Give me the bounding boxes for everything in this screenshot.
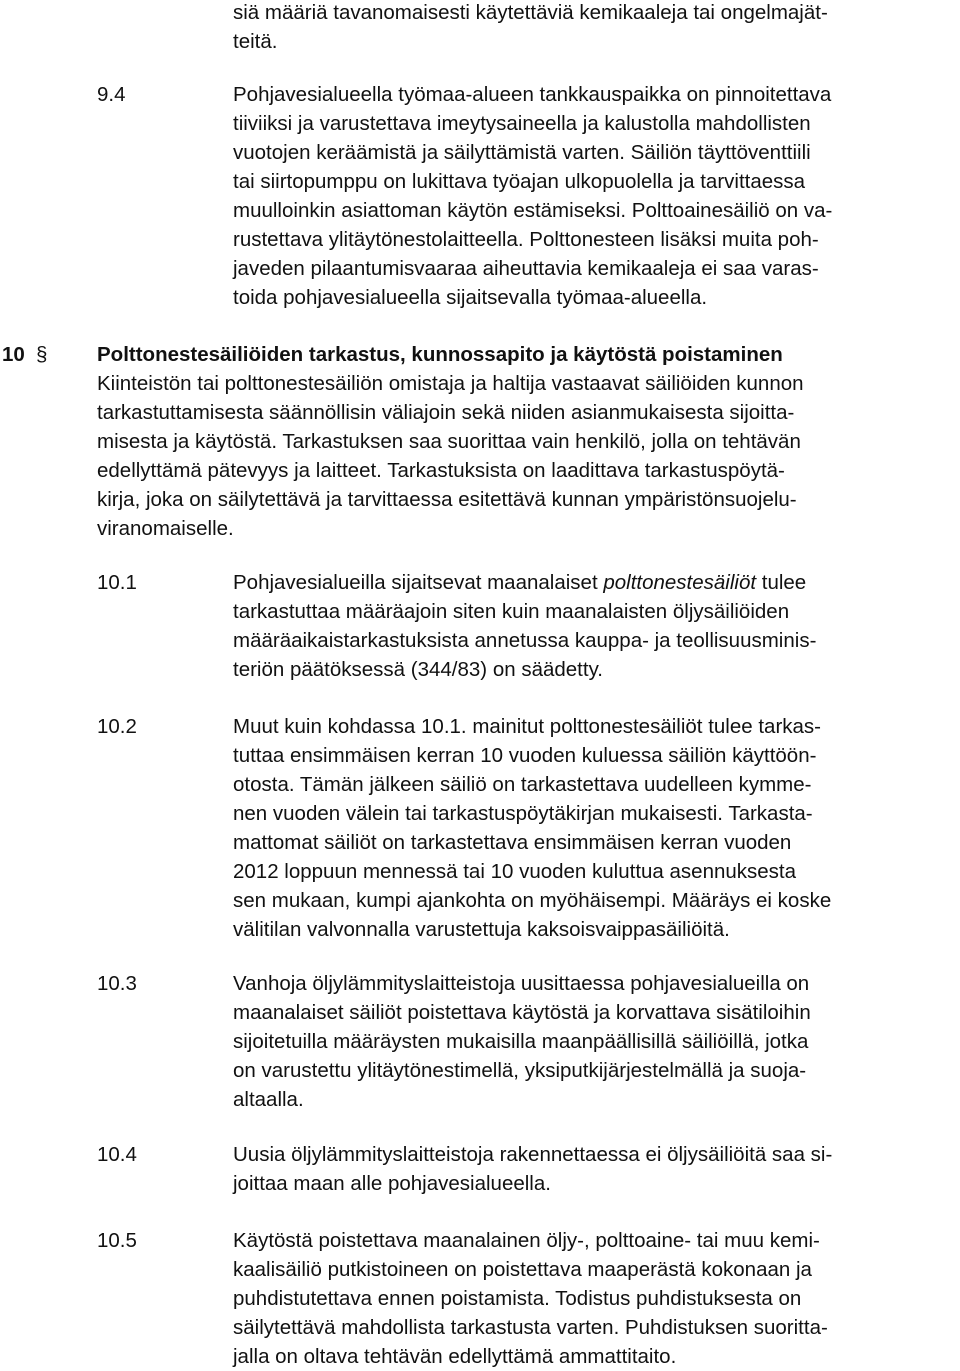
paragraph-line: nen vuoden välein tai tarkastuspöytäkirjan mukaisesti. Tarkasta-: [233, 802, 813, 825]
paragraph-line: teriön päätöksessä (344/83) on säädetty.: [233, 658, 603, 681]
item-number-10-1: 10.1: [97, 571, 137, 594]
text-run: Pohjavesialueilla sijaitsevat maanalaiset: [233, 571, 604, 594]
item-10-4-paragraph: [233, 1140, 955, 1198]
paragraph-line: edellyttämä pätevyys ja laitteet. Tarkastuksista on laadittava tarkastuspöytä-: [97, 459, 785, 482]
section-10-heading: [0, 340, 960, 369]
item-10-1-paragraph: [233, 568, 955, 684]
text-run: tulee: [756, 571, 807, 594]
section-10-paragraph: [97, 369, 957, 543]
paragraph-line: tiiviiksi ja varustettava imeytysaineella ja kalustolla mahdollisten: [233, 112, 811, 135]
paragraph-line: misesta ja käytöstä. Tarkastuksen saa suorittaa vain henkilö, jolla on tehtävän: [97, 430, 801, 453]
paragraph-line: puhdistutettava ennen poistamista. Todistus puhdistuksesta on: [233, 1287, 802, 1310]
paragraph-line: Käytöstä poistettava maanalainen öljy-, polttoaine- tai muu kemi-: [233, 1229, 820, 1252]
paragraph-line: maanalaiset säiliöt poistettava käytöstä ja korvattava sisätiloihin: [233, 1001, 811, 1024]
item-10-2-paragraph: [233, 712, 955, 944]
paragraph-line: Muut kuin kohdassa 10.1. mainitut polttonestesäiliöt tulee tarkas-: [233, 715, 821, 738]
paragraph-line: tuttaa ensimmäisen kerran 10 vuoden kuluessa säiliön käyttöön-: [233, 744, 817, 767]
paragraph-line: vuotojen keräämistä ja säilyttämistä varten. Säiliön täyttöventtiili: [233, 141, 811, 164]
paragraph-line: määräaikaistarkastuksista annetussa kauppa- ja teollisuusminis-: [233, 629, 817, 652]
item-10-5-paragraph: [233, 1226, 955, 1371]
section-number: 10: [2, 343, 25, 366]
item-number-10-4: 10.4: [97, 1143, 137, 1166]
paragraph-line: välitilan valvonnalla varustettuja kaksoisvaippasäiliöitä.: [233, 918, 730, 941]
paragraph-line: Uusia öljylämmityslaitteistoja rakennettaessa ei öljysäiliöitä saa si-: [233, 1143, 833, 1166]
paragraph-line: säilytettävä mahdollista tarkastusta varten. Puhdistuksen suoritta-: [233, 1316, 828, 1339]
section-title: Polttonestesäiliöiden tarkastus, kunnossapito ja käytöstä poistaminen: [97, 343, 783, 366]
item-number-10-2: 10.2: [97, 715, 137, 738]
paragraph-line: sijoitetuilla määräysten mukaisilla maanpäällisillä säiliöillä, jotka: [233, 1030, 809, 1053]
paragraph-line: Vanhoja öljylämmityslaitteistoja uusittaessa pohjavesialueilla on: [233, 972, 810, 995]
item-number-10-3: 10.3: [97, 972, 137, 995]
paragraph-line: mattomat säiliöt on tarkastettava ensimmäisen kerran vuoden: [233, 831, 792, 854]
section-symbol: §: [36, 343, 48, 366]
paragraph-line: toida pohjavesialueella sijaitsevalla työmaa-alueella.: [233, 286, 708, 309]
paragraph-line: joittaa maan alle pohjavesialueella.: [233, 1172, 551, 1195]
paragraph-line: sen mukaan, kumpi ajankohta on myöhäisempi. Määräys ei koske: [233, 889, 832, 912]
paragraph-line: Kiinteistön tai polttonestesäiliön omistaja ja haltija vastaavat säiliöiden kunnon: [97, 372, 804, 395]
paragraph-line: tai siirtopumppu on lukittava työajan ulkopuolella ja tarvittaessa: [233, 170, 806, 193]
paragraph-line: siä määriä tavanomaisesti käytettäviä kemikaaleja tai ongelmajät-: [233, 1, 828, 24]
paragraph-line: tarkastuttaa määräajoin siten kuin maanalaisten öljysäiliöiden: [233, 600, 790, 623]
paragraph-line: otosta. Tämän jälkeen säiliö on tarkastettava uudelleen kymme-: [233, 773, 812, 796]
paragraph-line: teitä.: [233, 30, 278, 53]
item-number-9-4: 9.4: [97, 83, 126, 106]
paragraph-line: kirja, joka on säilytettävä ja tarvittaessa esitettävä kunnan ympäristönsuojelu-: [97, 488, 797, 511]
paragraph-line: on varustettu ylitäytönestimellä, yksiputkijärjestelmällä ja suoja-: [233, 1059, 807, 1082]
paragraph-line: 2012 loppuun mennessä tai 10 vuoden kuluttua asennuksesta: [233, 860, 797, 883]
paragraph-line: [233, 568, 955, 597]
paragraph-line: muulloinkin asiattoman käytön estämiseksi. Polttoainesäiliö on va-: [233, 199, 833, 222]
intro-paragraph-tail: [233, 0, 955, 56]
paragraph-line: tarkastuttamisesta säännöllisin väliajoin sekä niiden asianmukaisesta sijoitta-: [97, 401, 795, 424]
paragraph-line: altaalla.: [233, 1088, 304, 1111]
paragraph-line: jalla on oltava tehtävän edellyttämä ammattitaito.: [233, 1345, 677, 1368]
paragraph-line: rustettava ylitäytönestolaitteella. Polttonesteen lisäksi muita poh-: [233, 228, 819, 251]
item-10-3-paragraph: [233, 969, 955, 1114]
paragraph-line: viranomaiselle.: [97, 517, 234, 540]
item-9-4-paragraph: [233, 80, 955, 312]
paragraph-line: kaalisäiliö putkistoineen on poistettava maaperästä kokonaan ja: [233, 1258, 812, 1281]
paragraph-line: javeden pilaantumisvaaraa aiheuttavia kemikaaleja ei saa varas-: [233, 257, 819, 280]
paragraph-line: Pohjavesialueella työmaa-alueen tankkauspaikka on pinnoitettava: [233, 83, 832, 106]
italic-term: polttonestesäiliöt: [603, 571, 757, 594]
item-number-10-5: 10.5: [97, 1229, 137, 1252]
